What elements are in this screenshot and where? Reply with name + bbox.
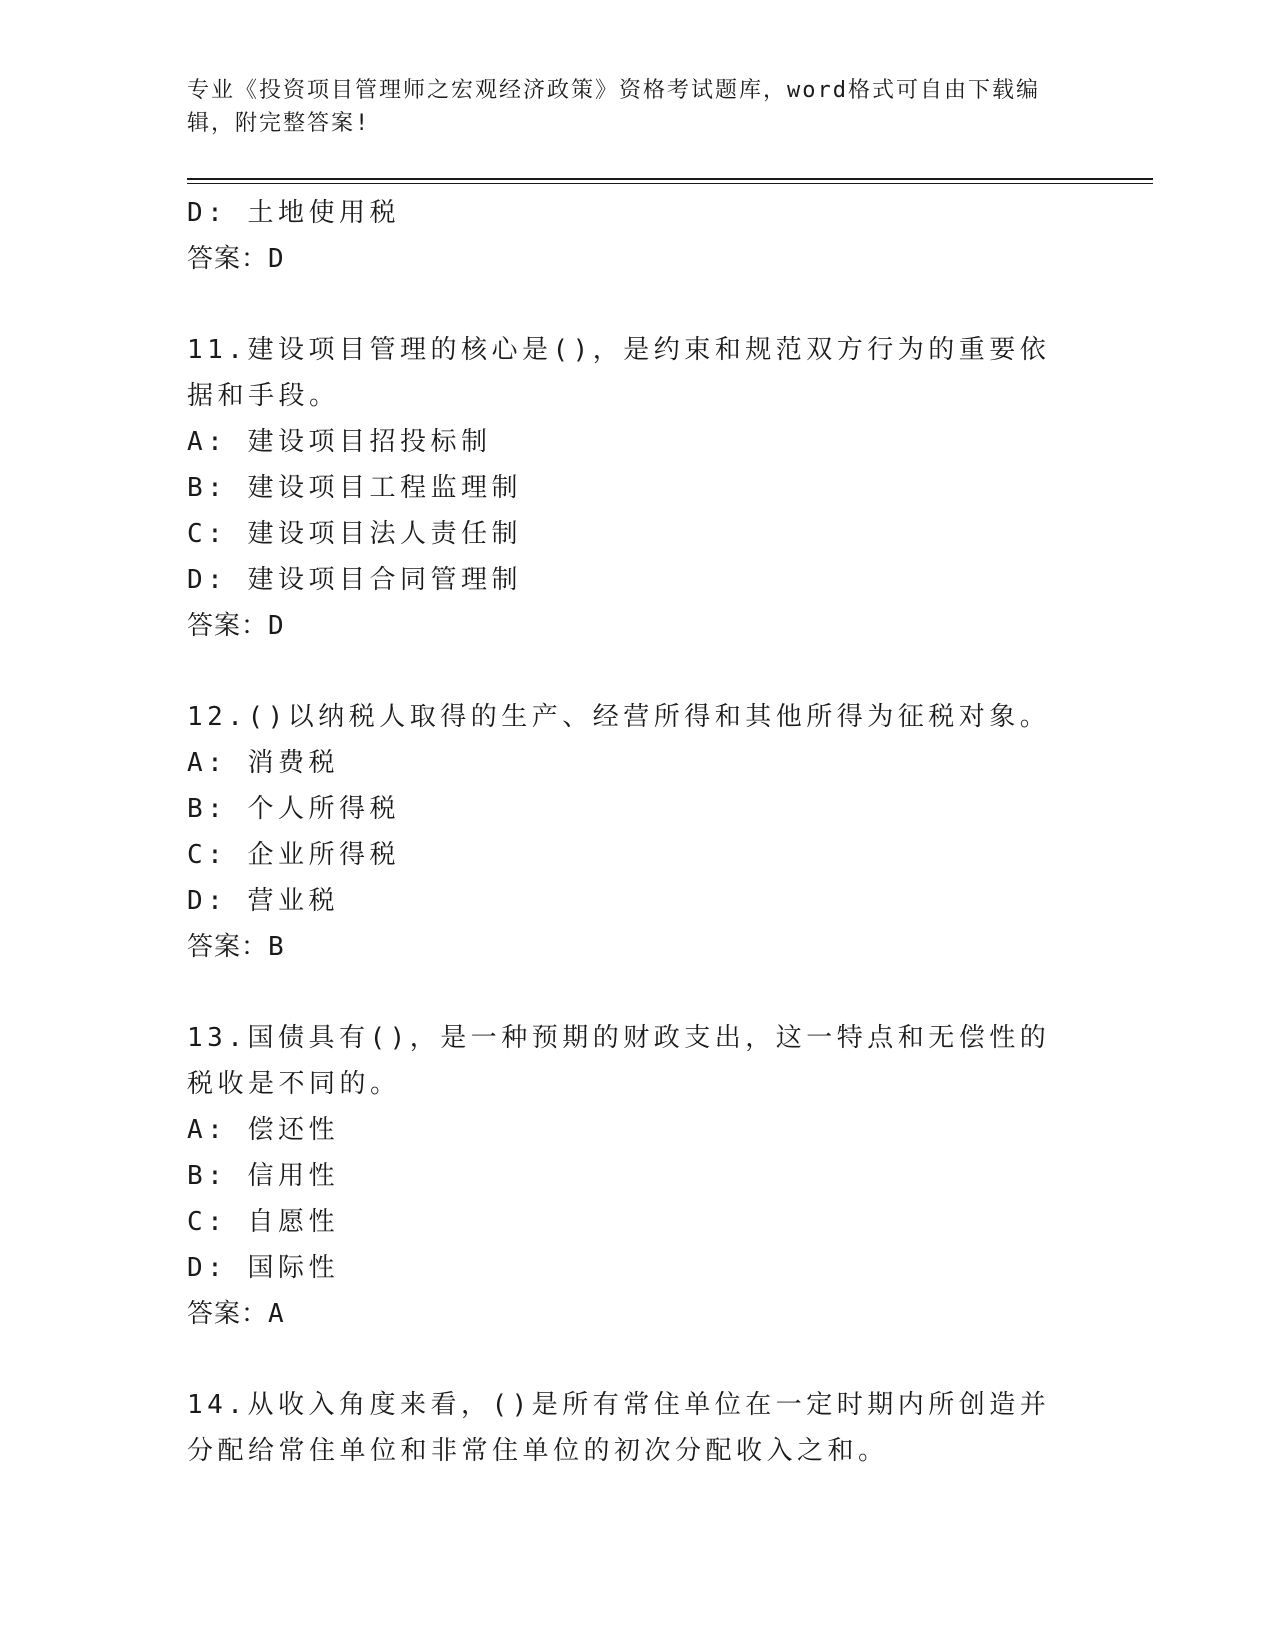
answer-label: 答案： xyxy=(187,244,269,274)
answer-value: D xyxy=(268,611,285,641)
option-a: A: 消费税 xyxy=(187,748,339,778)
spacer xyxy=(187,282,1087,327)
answer-line xyxy=(187,1291,1087,1337)
option-a: A: 建设项目招投标制 xyxy=(187,427,492,457)
answer-line xyxy=(187,603,1087,649)
option-b: B: 信用性 xyxy=(187,1161,339,1191)
option-d: D: 土地使用税 xyxy=(187,198,400,228)
answer-line xyxy=(187,924,1087,970)
spacer xyxy=(187,970,1087,1015)
header-divider-thin xyxy=(187,183,1153,184)
option-b: B: 建设项目工程监理制 xyxy=(187,473,522,503)
answer-label: 答案： xyxy=(187,611,269,641)
option-a: A: 偿还性 xyxy=(187,1115,339,1145)
header-line-2: 辑，附完整答案! xyxy=(187,111,371,136)
question-list xyxy=(187,190,1087,1474)
option-c: C: 企业所得税 xyxy=(187,840,400,870)
header-line-1: 专业《投资项目管理师之宏观经济政策》资格考试题库，word格式可自由下载编 xyxy=(187,78,1040,103)
option-d: D: 国际性 xyxy=(187,1253,339,1283)
spacer xyxy=(187,1337,1087,1382)
answer-line xyxy=(187,236,1087,282)
option-d: D: 营业税 xyxy=(187,886,339,916)
option-c: C: 建设项目法人责任制 xyxy=(187,519,522,549)
option-d: D: 建设项目合同管理制 xyxy=(187,565,522,595)
question-stem-11: 11.建设项目管理的核心是()，是约束和规范双方行为的重要依据和手段。 xyxy=(187,335,1051,411)
question-stem-13: 13.国债具有()，是一种预期的财政支出，这一特点和无偿性的税收是不同的。 xyxy=(187,1023,1051,1099)
answer-value: D xyxy=(268,244,285,274)
option-c: C: 自愿性 xyxy=(187,1207,339,1237)
question-stem-12: 12.()以纳税人取得的生产、经营所得和其他所得为征税对象。 xyxy=(187,702,1051,732)
header-divider-thick xyxy=(187,178,1153,180)
spacer xyxy=(187,649,1087,694)
answer-value: B xyxy=(268,932,285,962)
document-header xyxy=(187,74,1067,140)
question-stem-14: 14.从收入角度来看，()是所有常住单位在一定时期内所创造并分配给常住单位和非常住单位的初次分配收入之和。 xyxy=(187,1390,1051,1466)
option-b: B: 个人所得税 xyxy=(187,794,400,824)
answer-value: A xyxy=(268,1299,285,1329)
answer-label: 答案： xyxy=(187,932,269,962)
answer-label: 答案： xyxy=(187,1299,269,1329)
